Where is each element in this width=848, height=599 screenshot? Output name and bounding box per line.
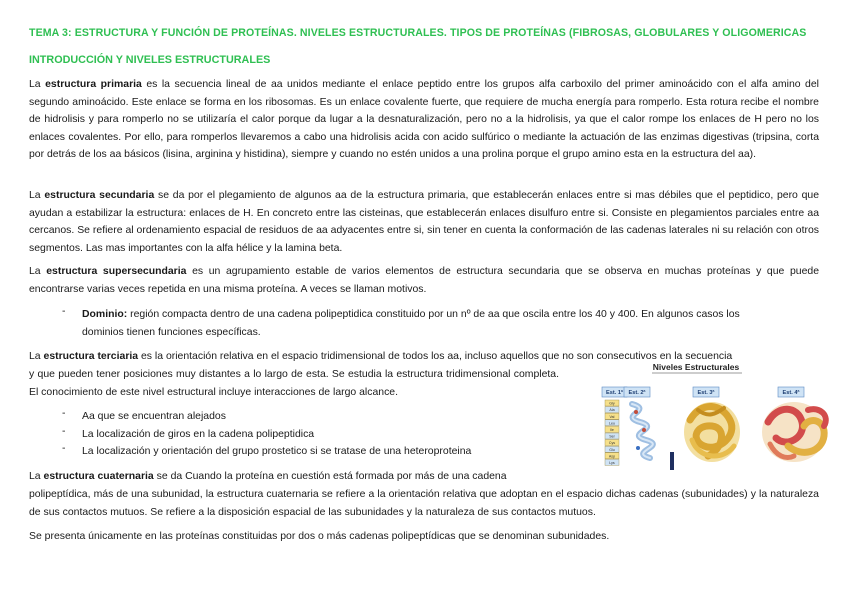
bullet-dash: - <box>62 426 66 437</box>
bullet-item: La localización y orientación del grupo prostetico si se tratase de una heteroproteina <box>82 446 472 457</box>
term-estructura-supersecundaria: estructura supersecundaria <box>46 266 187 277</box>
label-est-1: Est. 1ª <box>606 390 623 397</box>
quaternary-complex-icon <box>762 402 826 462</box>
paragraph-lead: La <box>29 190 45 201</box>
term-estructura-cuaternaria: estructura cuaternaria <box>43 471 154 482</box>
residue-label: Glu <box>609 447 615 452</box>
niveles-estructurales-figure <box>572 360 834 470</box>
label-est-4: Est. 4ª <box>782 390 800 397</box>
residue-label: Lys <box>609 461 615 465</box>
paragraph-lead: La <box>29 79 46 90</box>
paragraph-text: se da Cuando la proteína en cuestión está formada por más de una cadena <box>153 471 507 482</box>
level-marker <box>670 452 674 470</box>
term-dominio: Dominio: <box>82 309 128 320</box>
paragraph-text: es un agrupamiento estable de varios elementos de estructura secundaria que se observa en muchas proteínas y que puede encontrarse varias veces repetida en una misma proteína. A veces se llaman motivos. <box>29 266 819 295</box>
paragraph-lead: La <box>29 266 47 277</box>
paragraph-lead: La <box>29 351 44 362</box>
bullet-dominio <box>82 306 782 341</box>
figure-illustration <box>572 360 834 470</box>
residue-label: Leu <box>609 421 615 426</box>
residue-label: Ser <box>609 434 615 439</box>
paragraph-cuaternaria-line1 <box>29 468 559 486</box>
label-est-2: Est. 2ª <box>628 390 646 397</box>
paragraph-primaria <box>29 76 819 164</box>
primary-structure-chain <box>605 400 619 465</box>
paragraph-final: Se presenta únicamente en las proteínas constituidas por dos o más cadenas polipeptídicas que se denominan subunidades. <box>29 531 610 542</box>
term-estructura-secundaria: estructura secundaria <box>44 190 155 201</box>
paragraph-terciaria-rest: y que pueden tener posiciones muy distantes a lo largo de esta. Se estudia la estructura tridimensional completa. El conocimiento de este nivel estructural incluye interacciones de largo alcance. <box>29 369 559 398</box>
paragraph-text: es la orientación relativa en el espacio tridimensional de todos los aa, incluso aquellos que no son consecutivos en la secuencia <box>138 351 733 362</box>
bullet-item: La localización de giros en la cadena polipeptidica <box>82 429 315 440</box>
residue-label: Asp <box>608 454 616 459</box>
term-estructura-terciaria: estructura terciaria <box>43 351 139 362</box>
residue-label: Val <box>609 414 615 419</box>
bullet-dash: - <box>62 306 66 317</box>
paragraph-text: es la secuencia lineal de aa unidos mediante el enlace peptido entre los grupos alfa carboxilo del primer aminoácido con el alfa amino del segundo aminoácido. Este enlace se forma en los ribosomas. Es un enlace covalente fuerte, que requiere de mucha energía para romperlo. Esta rotura recibe el nombre de hidrolisis y para romperlo no se utilizaría el calor porque da lugar a la desnaturalización, pero no a la hidrolisis, ya que el calor rompe los enlaces de H pero no los enlaces covalentes. Por ello, para romperlos llevaremos a cabo una hidrolisis acida con acido sulfúrico o mediante la actuación de las enzimas digestivas (tripsina, corta por detrás de los aa básicos (lisina, arginina y histidina), siempre y cuando no estén unidos a una prolina porque el grupo amino esta en la estructura del aa). <box>29 79 819 161</box>
residue-label: Cys <box>608 441 616 446</box>
tertiary-fold-icon <box>684 402 740 462</box>
term-estructura-primaria: estructura primaria <box>45 79 142 90</box>
label-est-3: Est. 3ª <box>697 390 715 397</box>
residue-label: Ile <box>610 428 614 432</box>
paragraph-text: se da por el plegamiento de algunos aa de la estructura primaria, que establecerán enlaces entre si mas débiles que el peptidico, pero que ayudan a estabilizar la estructura: enlaces de H. En concreto entre las cisteinas, que establecerán enlaces disulfuro entre si. Consiste en plegamientos parciales entre aa cercanos. Se refiere al ordenamiento espacial de residuos de aa adyacentes entre si, sin tener en cuenta la conformación de las cadenas laterales ni su relación con otros segmentos. Las mas importantes con la alfa hélice y la lamina beta. <box>29 190 819 254</box>
bullet-text: región compacta dentro de una cadena polipeptidica constituido por un nº de aa que oscila entre los 40 y 400. En algunos casos los dominios tienen funciones específicas. <box>82 309 740 338</box>
bullet-dash: - <box>62 443 66 454</box>
paragraph-supersecundaria <box>29 263 819 298</box>
paragraph-lead: La <box>29 471 44 482</box>
residue-label: Ala <box>609 408 615 413</box>
alpha-helix-icon <box>632 404 653 458</box>
figure-title: Niveles Estructurales <box>652 362 740 372</box>
paragraph-secundaria <box>29 187 819 257</box>
page-title: TEMA 3: ESTRUCTURA Y FUNCIÓN DE PROTEÍNAS. NIVELES ESTRUCTURALES. TIPOS DE PROTEÍNAS (FIBROSAS, GLOBULARES Y OLIGOMERICAS <box>29 27 807 39</box>
bullet-item: Aa que se encuentran alejados <box>82 411 226 422</box>
paragraph-cuaternaria-rest: polipeptídica, más de una subunidad, la estructura cuaternaria se refiere a la orientación relativa que adoptan en el espacio dichas cadenas (subunidades) y la naturaleza de sus contactos mutuos. Se refiere a la disposición espacial de las subunidades y la naturaleza de sus contactos mutuos. <box>29 489 819 518</box>
bullet-dash: - <box>62 408 66 419</box>
section-heading: INTRODUCCIÓN Y NIVELES ESTRUCTURALES <box>29 54 271 66</box>
residue-label: Gly <box>609 401 615 406</box>
